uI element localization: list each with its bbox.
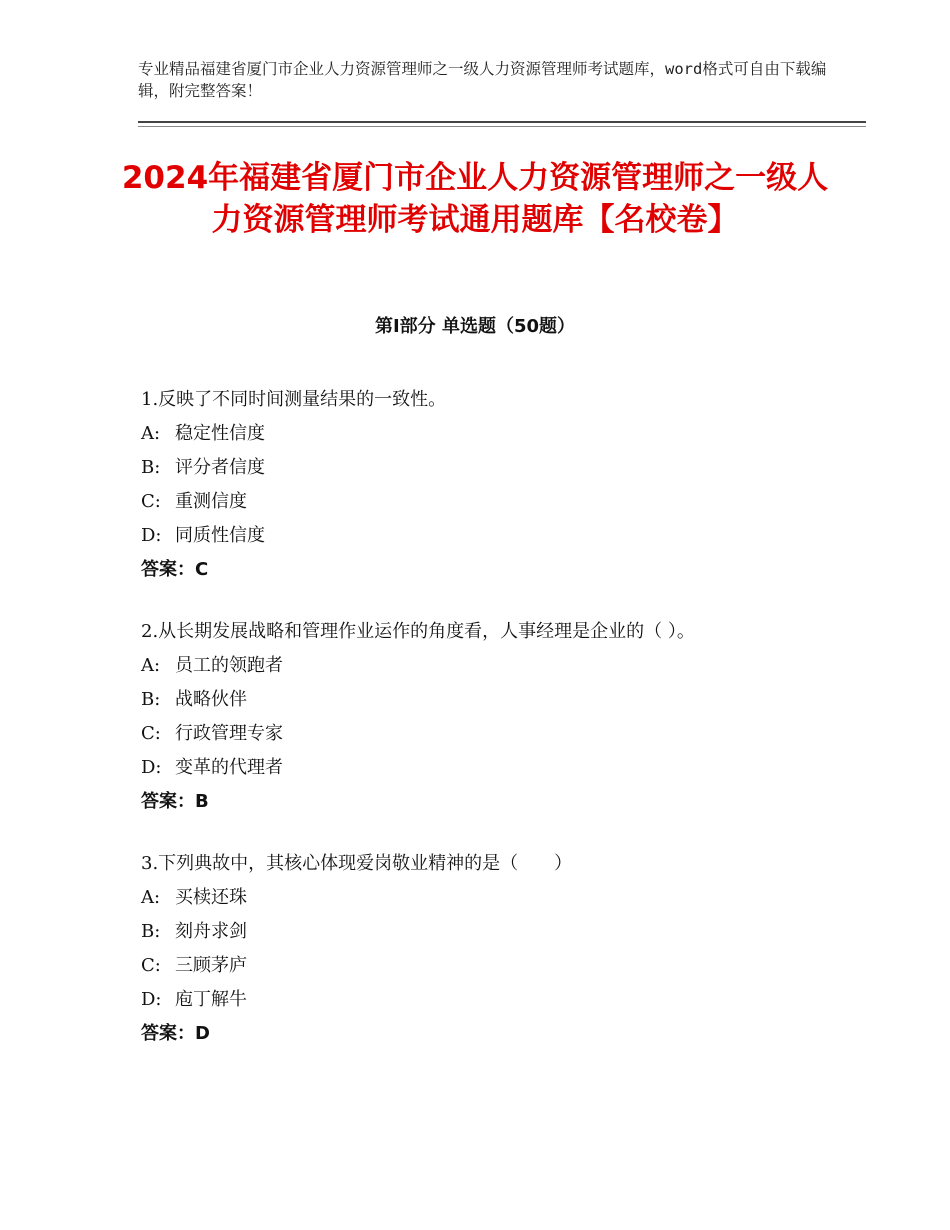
question-stem: 3.下列典故中，其核心体现爱岗敬业精神的是（ ）	[141, 853, 573, 874]
option-d	[141, 751, 821, 785]
option-b	[141, 451, 821, 485]
option-letter: B:	[141, 689, 161, 710]
option-a	[141, 649, 821, 683]
question-3	[141, 847, 821, 1051]
document-title: 2024年福建省厦门市企业人力资源管理师之一级人力资源管理师考试通用题库【名校卷】	[121, 160, 829, 238]
answer-line	[141, 785, 821, 819]
option-d	[141, 519, 821, 553]
option-letter: A:	[141, 887, 161, 908]
option-letter: A:	[141, 655, 161, 676]
option-letter: D:	[141, 525, 162, 546]
option-letter: D:	[141, 757, 162, 778]
option-text: 三顾茅庐	[175, 955, 247, 976]
option-text: 变革的代理者	[175, 757, 283, 778]
question-list	[141, 383, 821, 1079]
answer-label: 答案：	[141, 559, 195, 580]
option-c	[141, 717, 821, 751]
option-letter: B:	[141, 457, 161, 478]
option-text: 庖丁解牛	[175, 989, 247, 1010]
question-stem: 2.从长期发展战略和管理作业运作的角度看，人事经理是企业的（ ）。	[141, 621, 695, 642]
option-c	[141, 949, 821, 983]
option-b	[141, 915, 821, 949]
question-stem: 1.反映了不同时间测量结果的一致性。	[141, 389, 447, 410]
option-letter: C:	[141, 723, 161, 744]
option-a	[141, 881, 821, 915]
option-d	[141, 983, 821, 1017]
header-divider-thin	[138, 126, 866, 127]
answer-value: D	[195, 1023, 210, 1044]
section-heading: 第Ⅰ部分 单选题（50题）	[374, 316, 575, 337]
question-2	[141, 615, 821, 819]
option-text: 员工的领跑者	[175, 655, 283, 676]
option-text: 刻舟求剑	[175, 921, 247, 942]
option-text: 战略伙伴	[175, 689, 247, 710]
option-text: 评分者信度	[175, 457, 265, 478]
answer-value: B	[195, 791, 209, 812]
option-letter: D:	[141, 989, 162, 1010]
option-letter: B:	[141, 921, 161, 942]
option-text: 行政管理专家	[175, 723, 283, 744]
answer-label: 答案：	[141, 1023, 195, 1044]
option-letter: A:	[141, 423, 161, 444]
option-letter: C:	[141, 955, 161, 976]
header-divider	[138, 121, 866, 123]
option-text: 稳定性信度	[175, 423, 265, 444]
option-b	[141, 683, 821, 717]
answer-line	[141, 553, 821, 587]
answer-value: C	[195, 559, 209, 580]
header-note: 专业精品福建省厦门市企业人力资源管理师之一级人力资源管理师考试题库，word格式可自由下载编辑，附完整答案！	[138, 60, 827, 100]
option-text: 买椟还珠	[175, 887, 247, 908]
option-c	[141, 485, 821, 519]
answer-label: 答案：	[141, 791, 195, 812]
option-text: 同质性信度	[175, 525, 265, 546]
option-text: 重测信度	[175, 491, 247, 512]
option-a	[141, 417, 821, 451]
answer-line	[141, 1017, 821, 1051]
option-letter: C:	[141, 491, 161, 512]
question-1	[141, 383, 821, 587]
